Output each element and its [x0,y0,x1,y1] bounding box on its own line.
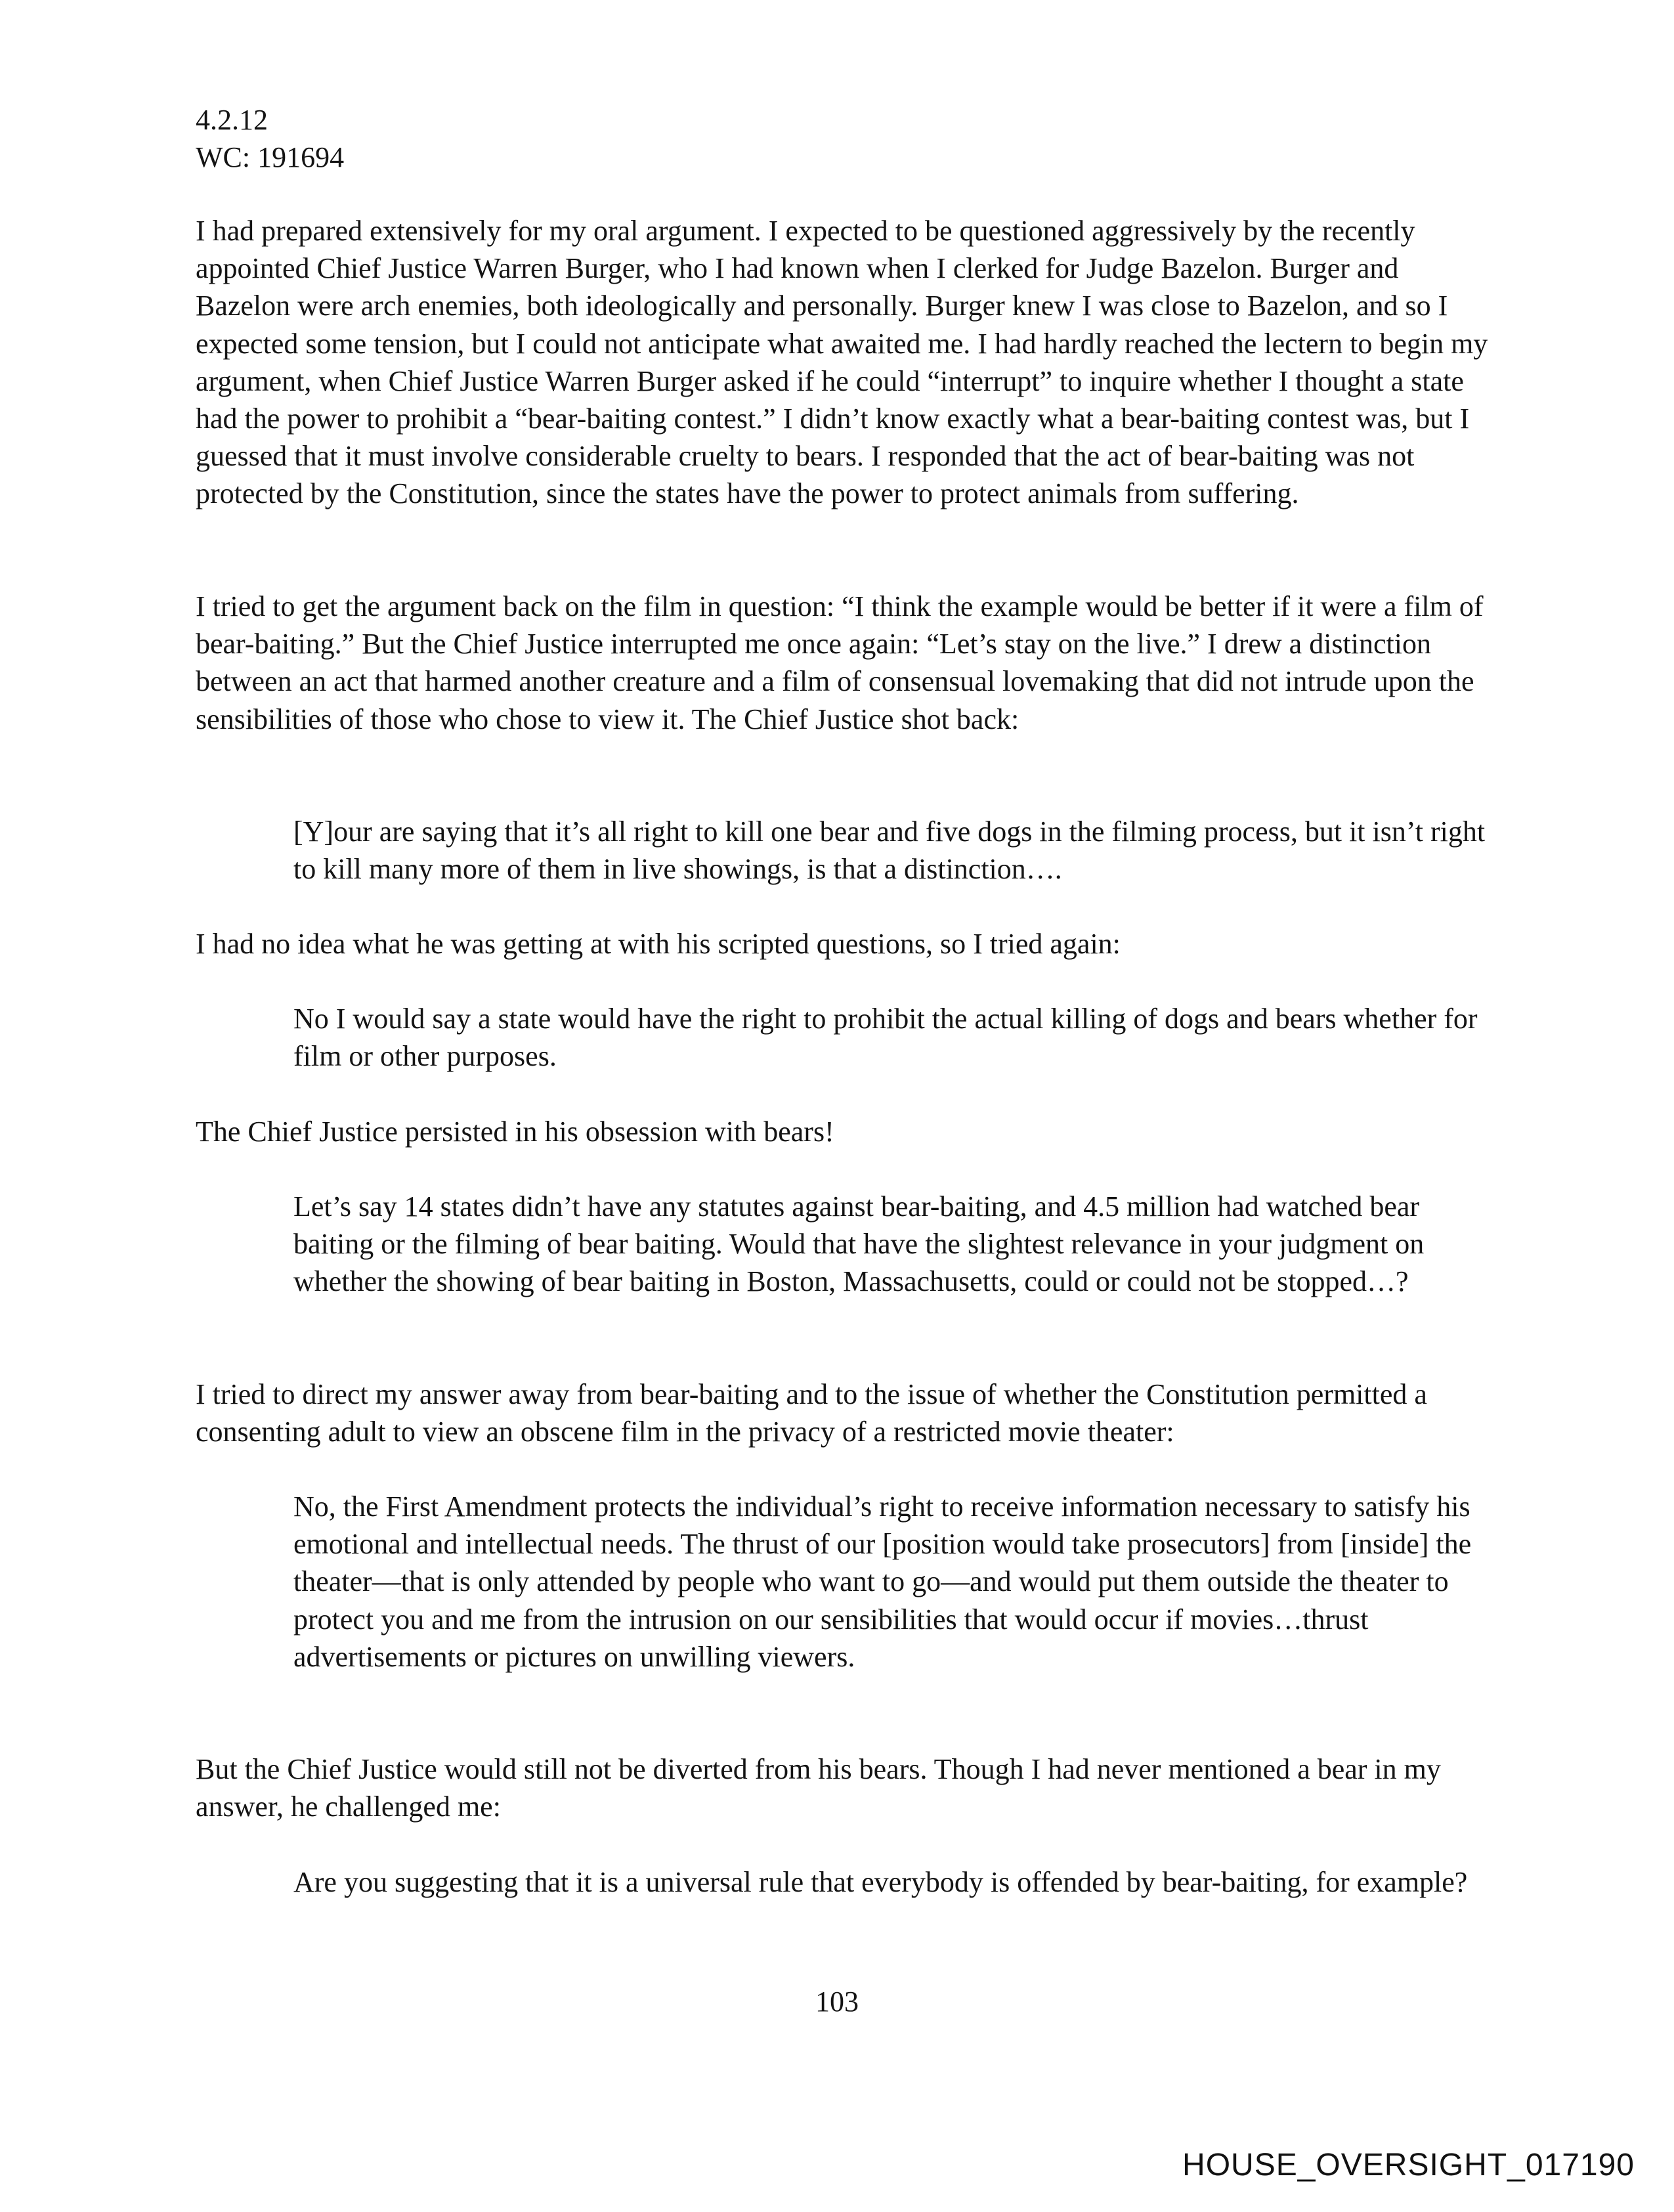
header-word-count: WC: 191694 [196,141,345,173]
body-paragraph-3: I had no idea what he was getting at with his scripted questions, so I tried again: [196,928,1121,960]
block-quote-4: No, the First Amendment protects the individual’s right to receive information necessary to satisfy his emotional and intellectual needs. The thrust of our [position would take prosecutors] from [inside] the theater—that is only attended by people who want to go—and would put them outside the theater to protect you and me from the intrusion on our sensibilities that would occur if movies…thrust advertisements or pictures on unwilling viewers. [293,1490,1472,1673]
header-date: 4.2.12 [196,104,268,136]
block-quote-5: Are you suggesting that it is a universal rule that everybody is offended by bear-baiting, for example? [293,1866,1468,1898]
page-number: 103 [815,1985,859,2018]
body-paragraph-5: I tried to direct my answer away from bear-baiting and to the issue of whether the Constitution permitted a consenting adult to view an obscene film in the privacy of a restricted movie theater: [196,1378,1427,1448]
block-quote-2: No I would say a state would have the right to prohibit the actual killing of dogs and bears whether for film or other purposes. [293,1003,1478,1073]
block-quote-3: Let’s say 14 states didn’t have any statutes against bear-baiting, and 4.5 million had watched bear baiting or the filming of bear baiting. Would that have the slightest relevance in your judgment on whether the showing of bear baiting in Boston, Massachusetts, could or could not be stopped…? [293,1190,1425,1298]
body-paragraph-6: But the Chief Justice would still not be diverted from his bears. Though I had never mentioned a bear in my answer, he challenged me: [196,1753,1441,1823]
bates-number: HOUSE_OVERSIGHT_017190 [1182,2148,1635,2182]
body-paragraph-2: I tried to get the argument back on the film in question: “I think the example would be better if it were a film of bear-baiting.” But the Chief Justice interrupted me once again: “Let’s stay on the live.” I drew a distinction between an act that harmed another creature and a film of consensual lovemaking that did not intrude upon the sensibilities of those who chose to view it. The Chief Justice shot back: [196,590,1484,735]
body-paragraph-1: I had prepared extensively for my oral argument. I expected to be questioned aggressively by the recently appointed Chief Justice Warren Burger, who I had known when I clerked for Judge Bazelon. Burger and Bazelon were arch enemies, both ideologically and personally. Burger knew I was close to Bazelon, and so I expected some tension, but I could not anticipate what awaited me. I had hardly reached the lectern to begin my argument, when Chief Justice Warren Burger asked if he could “interrupt” to inquire whether I thought a state had the power to prohibit a “bear-baiting contest.” I didn’t know exactly what a bear-baiting contest was, but I guessed that it must involve considerable cruelty to bears. I responded that the act of bear-baiting was not protected by the Constitution, since the states have the power to protect animals from suffering. [196,215,1488,510]
block-quote-1: [Y]our are saying that it’s all right to kill one bear and five dogs in the filming process, but it isn’t right to kill many more of them in live showings, is that a distinction…. [293,815,1486,886]
body-paragraph-4: The Chief Justice persisted in his obsession with bears! [196,1116,834,1148]
